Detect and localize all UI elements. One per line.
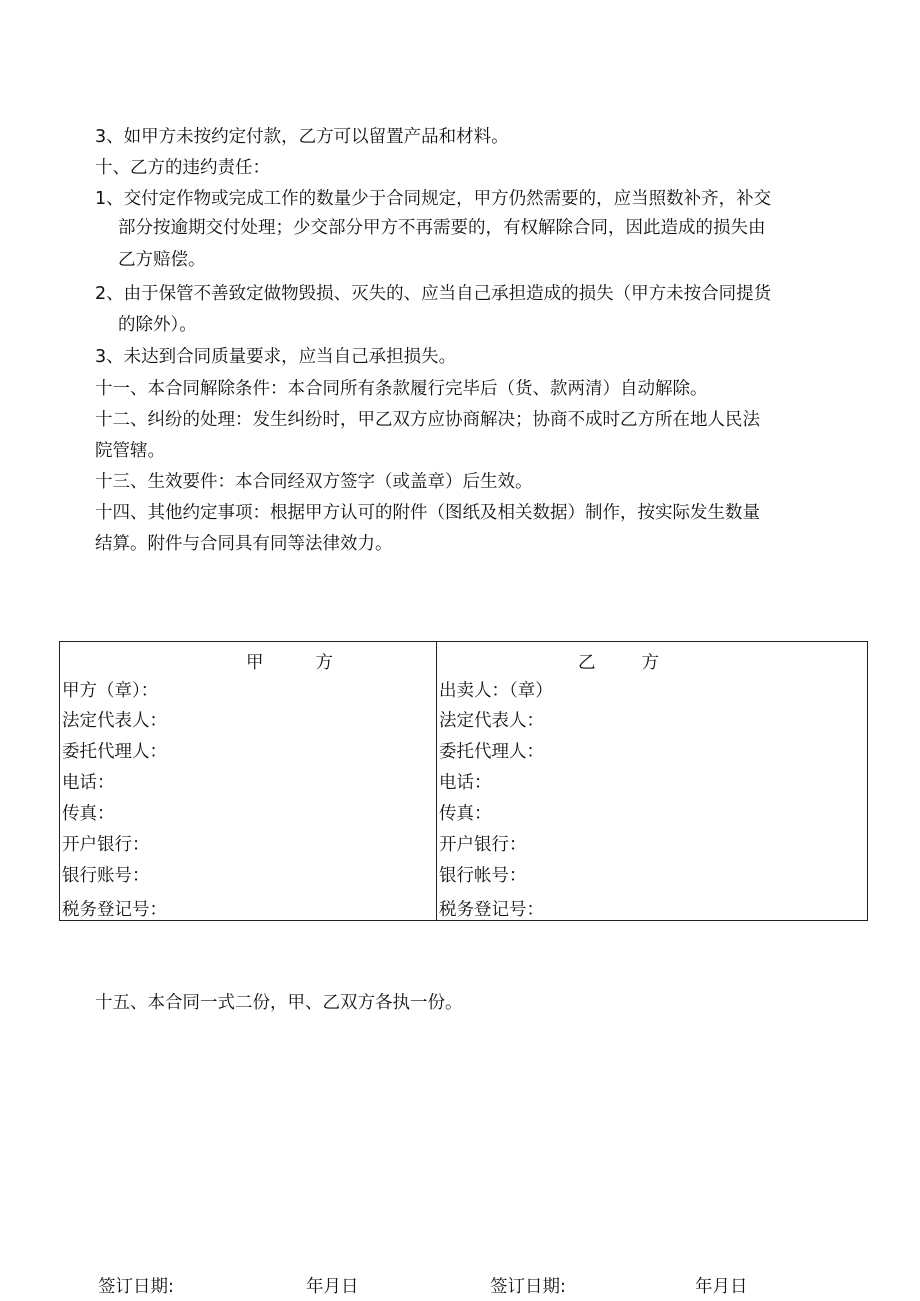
party-a-column <box>62 642 432 920</box>
party-a-field: 开户银行： <box>62 835 150 855</box>
party-b-heading-char: 方 <box>641 653 659 673</box>
clause-line: 结算。附件与合同具有同等法律效力。 <box>95 534 393 554</box>
party-a-heading-char: 甲 <box>246 653 264 673</box>
party-b-column <box>439 642 859 920</box>
party-b-field: 开户银行： <box>439 835 527 855</box>
clause-line: 1、交付定作物或完成工作的数量少于合同规定，甲方仍然需要的，应当照数补齐，补交 <box>95 189 772 209</box>
table-divider <box>436 642 437 920</box>
clause-heading: 十四、其他约定事项：根据甲方认可的附件（图纸及相关数据）制作，按实际发生数量 <box>95 503 760 523</box>
clause-line: 乙方赔偿。 <box>118 250 206 270</box>
party-b-field: 税务登记号： <box>439 900 544 920</box>
clause-heading: 十一、本合同解除条件：本合同所有条款履行完毕后（货、款两清）自动解除。 <box>95 379 708 399</box>
party-b-field: 出卖人：（章） <box>439 681 553 701</box>
party-a-field: 传真： <box>62 804 115 824</box>
party-a-heading-char: 方 <box>315 653 333 673</box>
signing-date-value-a: 年月日 <box>306 1277 359 1297</box>
party-b-field: 委托代理人： <box>439 742 544 762</box>
party-b-heading <box>578 651 659 675</box>
clause-line: 3、未达到合同质量要求，应当自己承担损失。 <box>95 347 457 367</box>
party-a-field: 税务登记号： <box>62 900 167 920</box>
clause-heading: 十、乙方的违约责任： <box>95 158 270 178</box>
clause-line: 2、由于保管不善致定做物毁损、灭失的、应当自己承担造成的损失（甲方未按合同提货 <box>95 284 772 304</box>
clause-heading: 十二、纠纷的处理：发生纠纷时，甲乙双方应协商解决；协商不成时乙方所在地人民法 <box>95 410 760 430</box>
clause-heading: 十三、生效要件：本合同经双方签字（或盖章）后生效。 <box>95 472 533 492</box>
party-a-field: 银行账号： <box>62 866 150 886</box>
party-b-field: 电话： <box>439 773 492 793</box>
clause-line: 的除外）。 <box>118 315 197 335</box>
signing-date-label-a: 签订日期: <box>98 1277 174 1297</box>
signing-date-label-b: 签订日期: <box>490 1277 566 1297</box>
party-b-field: 银行帐号： <box>439 866 527 886</box>
party-a-heading <box>246 651 333 675</box>
party-b-field: 法定代表人： <box>439 711 544 731</box>
party-a-field: 甲方（章）： <box>62 681 159 701</box>
clause-line: 院管辖。 <box>95 441 165 461</box>
party-a-field: 电话： <box>62 773 115 793</box>
signing-date-value-b: 年月日 <box>695 1277 748 1297</box>
party-a-field: 法定代表人： <box>62 711 167 731</box>
clause-line: 3、如甲方未按约定付款，乙方可以留置产品和材料。 <box>95 127 509 147</box>
party-signature-table <box>59 641 868 921</box>
party-a-field: 委托代理人： <box>62 742 167 762</box>
clause-line: 部分按逾期交付处理；少交部分甲方不再需要的，有权解除合同，因此造成的损失由 <box>118 218 766 238</box>
party-b-field: 传真： <box>439 804 492 824</box>
party-b-heading-char: 乙 <box>578 653 596 673</box>
clause-heading: 十五、本合同一式二份，甲、乙双方各执一份。 <box>95 993 463 1013</box>
